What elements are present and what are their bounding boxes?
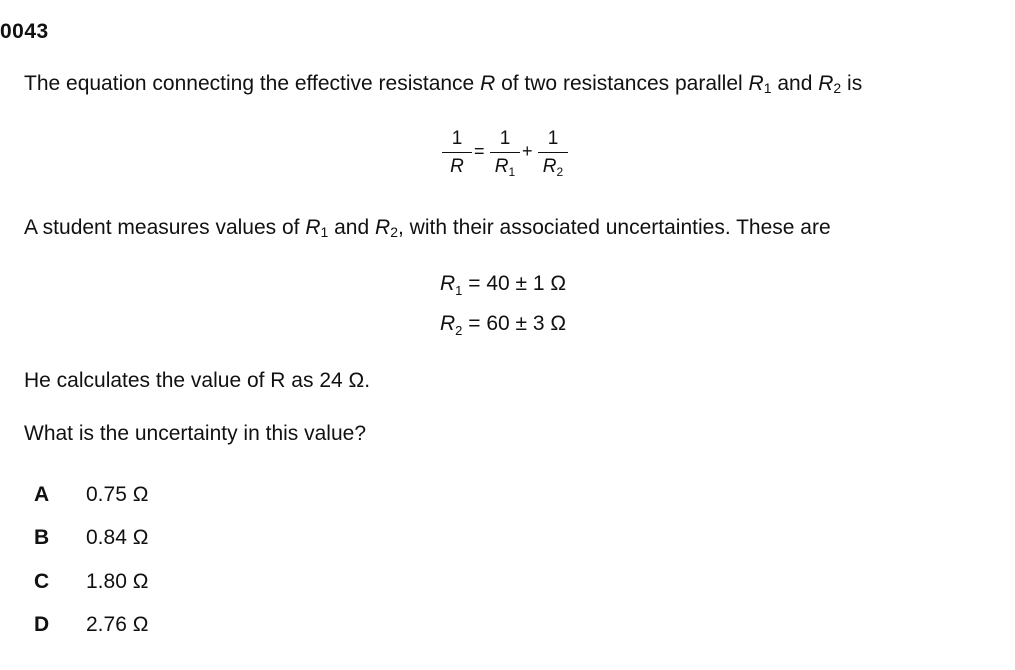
option-text: 1.80 Ω: [86, 570, 149, 593]
numerator: 1: [547, 128, 559, 149]
question-prompt: What is the uncertainty in this value?: [24, 422, 367, 445]
intro-text: is: [841, 72, 863, 95]
intro-paragraph: [24, 72, 862, 96]
subscript: 2: [556, 165, 564, 179]
measurement-paragraph: [24, 216, 831, 240]
calculation-statement: He calculates the value of R as 24 Ω.: [24, 369, 371, 392]
subscript: 1: [320, 224, 329, 240]
subscript: 2: [833, 80, 842, 96]
option-c[interactable]: [34, 570, 148, 594]
symbol-r1: R: [305, 216, 321, 239]
subscript: 1: [508, 165, 516, 179]
option-a[interactable]: [34, 483, 148, 507]
subscript: 2: [455, 323, 463, 338]
denominator-symbol: R: [494, 156, 509, 177]
symbol-r2: R: [818, 72, 834, 95]
numerator: 1: [499, 128, 511, 149]
fraction-one-over-r: [440, 128, 474, 180]
option-letter: D: [34, 613, 50, 636]
fraction-one-over-r2: [536, 128, 570, 180]
parallel-resistance-formula: [440, 128, 580, 192]
measurement-value: = 60 ± 3 Ω: [462, 312, 567, 335]
denominator: [488, 153, 522, 180]
measurement-r2: [440, 312, 566, 338]
symbol-r2: R: [375, 216, 391, 239]
subscript: 1: [455, 283, 463, 298]
question-number: 0043: [0, 20, 49, 43]
option-letter: B: [34, 526, 50, 549]
measurement-value: = 40 ± 1 Ω: [462, 272, 567, 295]
measurement-text: , with their associated uncertainties. These are: [397, 216, 831, 239]
option-letter: C: [34, 570, 50, 593]
option-text: 0.75 Ω: [86, 483, 149, 506]
option-d[interactable]: [34, 613, 148, 637]
denominator: [536, 153, 570, 180]
option-letter: A: [34, 483, 50, 506]
measurement-r1: [440, 272, 566, 298]
intro-text: of two resistances parallel: [495, 72, 749, 95]
numerator: 1: [451, 128, 463, 149]
plus-sign: +: [522, 141, 533, 161]
intro-text: The equation connecting the effective resistance: [24, 72, 481, 95]
symbol-r1: R: [748, 72, 764, 95]
measurement-symbol: R: [440, 272, 456, 295]
measurement-symbol: R: [440, 312, 456, 335]
subscript: 2: [390, 224, 398, 240]
measurement-text: and: [328, 216, 376, 239]
fraction-one-over-r1: [488, 128, 522, 180]
denominator-symbol: R: [542, 156, 557, 177]
equals-sign: =: [474, 141, 485, 161]
subscript: 1: [763, 80, 772, 96]
denominator-symbol: R: [450, 156, 464, 177]
option-text: 0.84 Ω: [86, 526, 149, 549]
denominator: [440, 153, 474, 180]
symbol-r: R: [480, 72, 496, 95]
option-text: 2.76 Ω: [86, 613, 149, 636]
option-b[interactable]: [34, 526, 148, 550]
measurement-text: A student measures values of: [24, 216, 306, 239]
intro-text: and: [771, 72, 819, 95]
